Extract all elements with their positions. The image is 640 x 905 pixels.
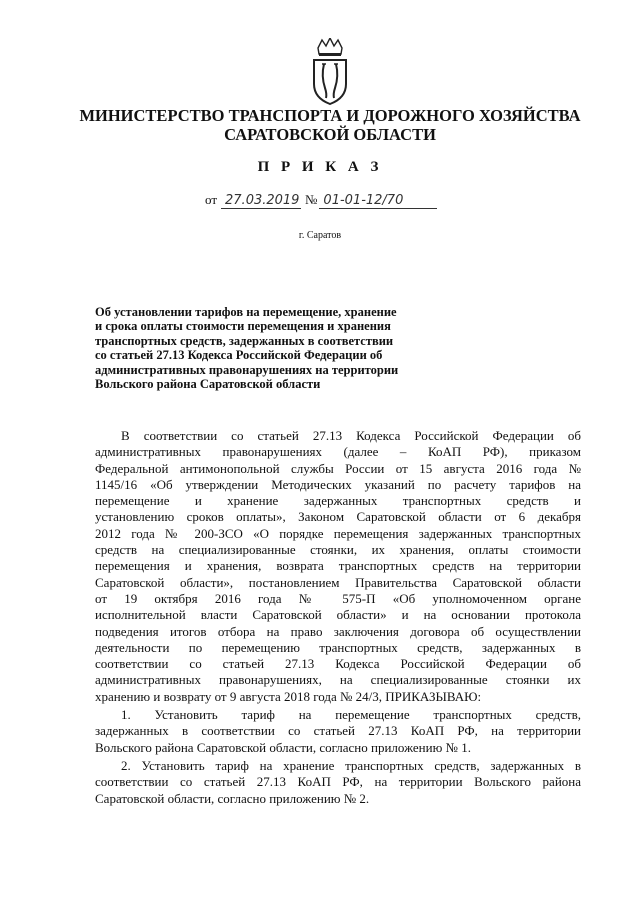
text-line: 1145/16 «Об утверждении Методических указаний по расчету тарифов на xyxy=(95,476,581,492)
saratov-coat-of-arms-icon xyxy=(308,38,352,106)
text-line: административных правонарушениях (далее – КоАП РФ), приказом xyxy=(95,444,581,460)
subject-line: Вольского района Саратовской области xyxy=(95,377,321,392)
text-line: 2012 года № 200-ЗСО «О порядке перемещения задержанных транспортных xyxy=(95,525,581,541)
text-line: исполнительной власти Саратовской области» и на основании протокола xyxy=(95,607,581,623)
text-line: средств на специализированные стоянки, их хранения, оплаты стоимости xyxy=(95,542,581,558)
order-item-2 xyxy=(95,758,581,807)
text-line: Федеральной антимонопольной службы России от 15 августа 2016 года № xyxy=(95,460,581,476)
text-line: соответствии со статьей 27.13 Кодекса Российской Федерации об xyxy=(95,656,581,672)
handwritten-date: 27.03.2019 xyxy=(221,194,301,209)
subject-line: и срока оплаты стоимости перемещения и хранения xyxy=(95,319,391,334)
text-line: Вольского района Саратовской области, согласно приложению № 1. xyxy=(95,739,471,755)
subject-line: транспортных средств, задержанных в соответствии xyxy=(95,333,394,348)
order-item-1 xyxy=(95,707,581,756)
date-number-line xyxy=(205,192,437,209)
text-line: В соответствии со статьей 27.13 Кодекса Российской Федерации об xyxy=(121,428,581,443)
ministry-title-line2: САРАТОВСКОЙ ОБЛАСТИ xyxy=(224,125,436,144)
handwritten-number: 01-01-12/70 xyxy=(319,194,437,209)
text-line: перемещение и хранение задержанных транспортных средств и xyxy=(95,493,581,509)
subject-line: со статьей 27.13 Кодекса Российской Федерации об xyxy=(95,348,383,363)
document-type-title: П Р И К А З xyxy=(257,159,383,175)
text-line: от 19 октября 2016 года № 575-П «Об уполномоченном органе xyxy=(95,590,581,606)
date-prefix: от xyxy=(205,192,218,207)
subject-line: Об установлении тарифов на перемещение, хранение xyxy=(95,305,397,319)
text-line: 2. Установить тариф на хранение транспортных средств, задержанных в xyxy=(121,758,581,773)
text-line: деятельности по перемещению транспортных средств, задержанных в xyxy=(95,639,581,655)
text-line: хранению и возврату от 9 августа 2018 года № 24/3, ПРИКАЗЫВАЮ: xyxy=(95,688,482,704)
text-line: административных правонарушениях, на специализированные стоянки их xyxy=(95,672,581,688)
text-line: перемещения и хранения, возврата транспортных средств на территории xyxy=(95,558,581,574)
order-subject xyxy=(95,305,475,391)
number-prefix: № xyxy=(305,192,318,207)
text-line: установлению сроков оплаты», Законом Саратовской области от 6 декабря xyxy=(95,509,581,525)
text-line: соответствии со статьей 27.13 КоАП РФ, на территории Вольского района xyxy=(95,774,581,790)
city-label: г. Саратов xyxy=(298,230,342,241)
text-line: Саратовской области, согласно приложению № 2. xyxy=(95,790,370,806)
subject-line: административных правонарушениях на территории xyxy=(95,362,399,377)
text-line: Саратовской области», постановлением Правительства Саратовской области xyxy=(95,574,581,590)
text-line: задержанных в соответствии со статьей 27.13 КоАП РФ, на территории xyxy=(95,723,581,739)
preamble-paragraph xyxy=(95,428,581,705)
text-line: подведения итогов отбора на право заключения договора об осуществлении xyxy=(95,623,581,639)
text-line: 1. Установить тариф на перемещение транспортных средств, xyxy=(121,707,581,722)
ministry-title-line1: МИНИСТЕРСТВО ТРАНСПОРТА И ДОРОЖНОГО ХОЗЯЙСТВА xyxy=(79,106,581,125)
